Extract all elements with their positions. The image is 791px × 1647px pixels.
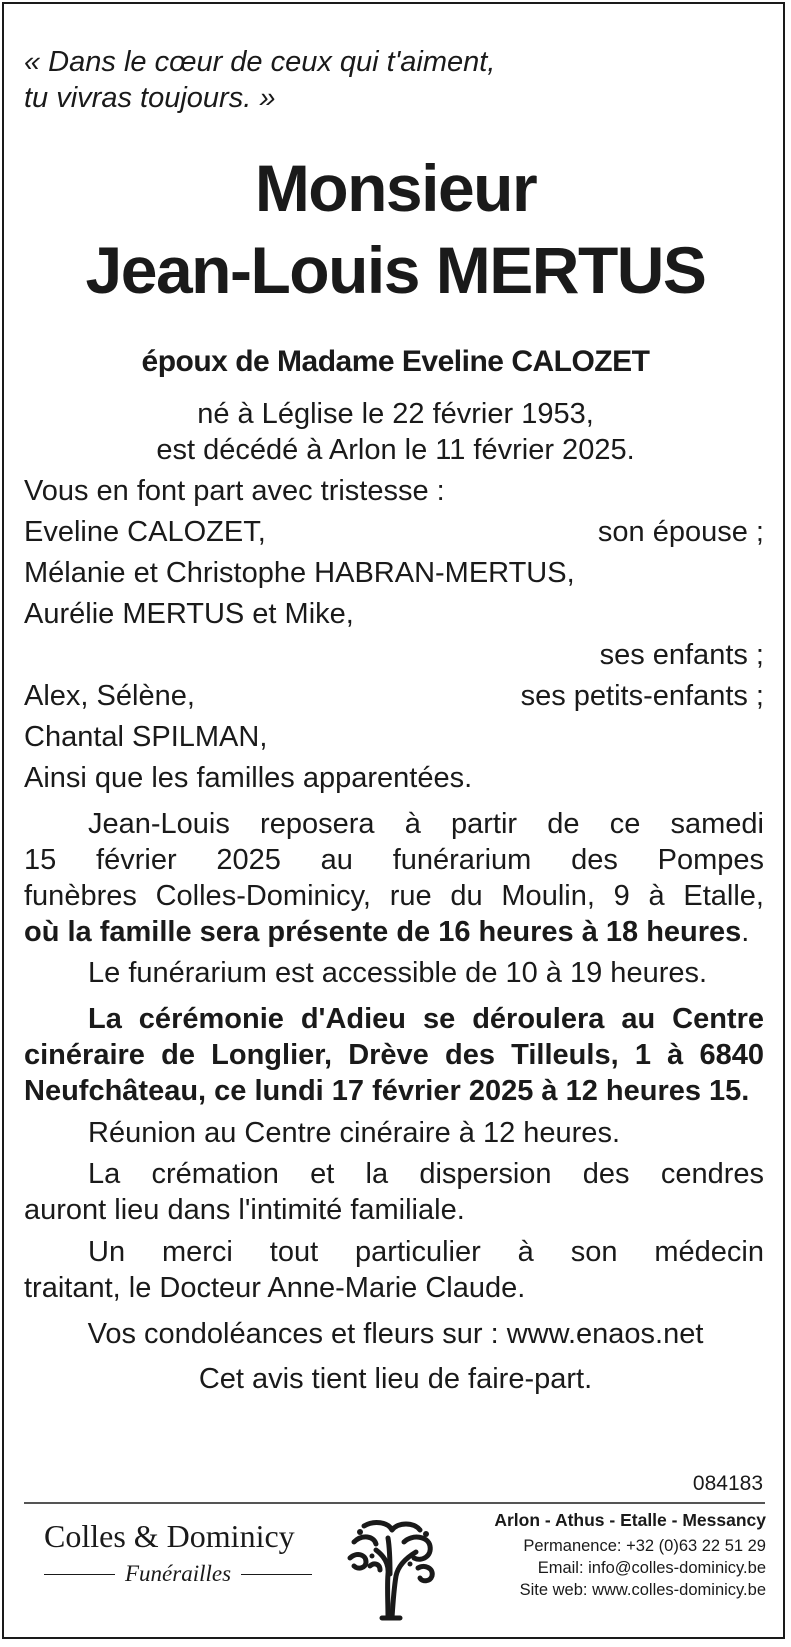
- funeral-home-contact: [444, 1509, 766, 1601]
- funeral-home-phone: Permanence: +32 (0)63 22 51 29: [523, 1537, 766, 1555]
- family-name: Alex, Sélène,: [24, 680, 195, 712]
- paragraph-thanks: [24, 1234, 764, 1306]
- paragraph-funerarium-hours: Le funérarium est accessible de 10 à 19 heures.: [88, 957, 708, 989]
- family-other: Ainsi que les familles apparentées.: [24, 762, 473, 794]
- divider: [241, 1574, 312, 1575]
- family-relation: son épouse ;: [597, 516, 764, 548]
- paragraph-line: funèbres Colles-Dominicy, rue du Moulin, 9 à Etalle,: [24, 880, 764, 912]
- funeral-home-towns: Arlon - Athus - Etalle - Messancy: [494, 1510, 766, 1530]
- punctuation: .: [741, 916, 750, 948]
- paragraph-line: La crémation et la dispersion des cendres: [88, 1158, 764, 1190]
- death-line: est décédé à Arlon le 11 février 2025.: [156, 434, 635, 466]
- paragraph-reunion: Réunion au Centre cinéraire à 12 heures.: [88, 1117, 620, 1149]
- funeral-home-email: Email: info@colles-dominicy.be: [537, 1559, 766, 1577]
- funeral-home-website: Site web: www.colles-dominicy.be: [519, 1581, 766, 1599]
- notice-line: Cet avis tient lieu de faire-part.: [198, 1363, 593, 1395]
- family-name: Eveline CALOZET,: [24, 516, 266, 548]
- footer-divider: [24, 1502, 765, 1504]
- obituary-notice: [2, 2, 785, 1639]
- paragraph-line: traitant, le Docteur Anne-Marie Claude.: [24, 1272, 526, 1304]
- birth-line: né à Léglise le 22 février 1953,: [197, 398, 594, 430]
- paragraph-ceremony: [24, 1001, 764, 1109]
- family-row-spouse: [24, 514, 764, 550]
- bold-text: où la famille sera présente de 16 heures à 18 heures: [24, 916, 742, 948]
- family-relation: ses enfants ;: [599, 639, 764, 671]
- tree-icon: [344, 1512, 440, 1622]
- paragraph-line: auront lieu dans l'intimité familiale.: [24, 1194, 465, 1226]
- deceased-title: Monsieur: [254, 151, 537, 225]
- divider: [44, 1574, 115, 1575]
- funeral-home-subtitle: Funérailles: [124, 1561, 232, 1586]
- funeral-home-subtitle-row: [44, 1559, 312, 1589]
- paragraph-line: Neufchâteau, ce lundi 17 février 2025 à 12 heures 15.: [24, 1075, 750, 1107]
- family-relation: ses petits-enfants ;: [520, 680, 764, 712]
- funeral-home-name: Colles & Dominicy: [44, 1518, 295, 1554]
- family-child: Aurélie MERTUS et Mike,: [24, 598, 354, 630]
- family-intro: Vous en font part avec tristesse :: [24, 475, 445, 507]
- quote-line: « Dans le cœur de ceux qui t'aiment,: [24, 46, 496, 78]
- family-row-grandchildren: [24, 678, 764, 714]
- paragraph-visitation: [24, 806, 764, 950]
- family-other: Chantal SPILMAN,: [24, 721, 268, 753]
- paragraph-line: [24, 914, 764, 950]
- reference-number: 084183: [692, 1472, 763, 1495]
- epigraph-quote: [24, 44, 624, 116]
- spouse-line: époux de Madame Eveline CALOZET: [141, 345, 650, 378]
- quote-line: tu vivras toujours. »: [24, 82, 276, 114]
- paragraph-line: Jean-Louis reposera à partir de ce samedi: [88, 808, 764, 840]
- paragraph-line: La cérémonie d'Adieu se déroulera au Centre: [88, 1003, 764, 1035]
- condolences-line: Vos condoléances et fleurs sur : www.enaos.net: [87, 1318, 704, 1350]
- paragraph-line: cinéraire de Longlier, Drève des Tilleuls, 1 à 6840: [24, 1039, 764, 1071]
- paragraph-line: Un merci tout particulier à son médecin: [88, 1236, 764, 1268]
- deceased-name: Jean-Louis MERTUS: [85, 233, 706, 307]
- family-child: Mélanie et Christophe HABRAN-MERTUS,: [24, 557, 575, 589]
- paragraph-line: 15 février 2025 au funérarium des Pompes: [24, 844, 764, 876]
- paragraph-cremation: [24, 1156, 764, 1228]
